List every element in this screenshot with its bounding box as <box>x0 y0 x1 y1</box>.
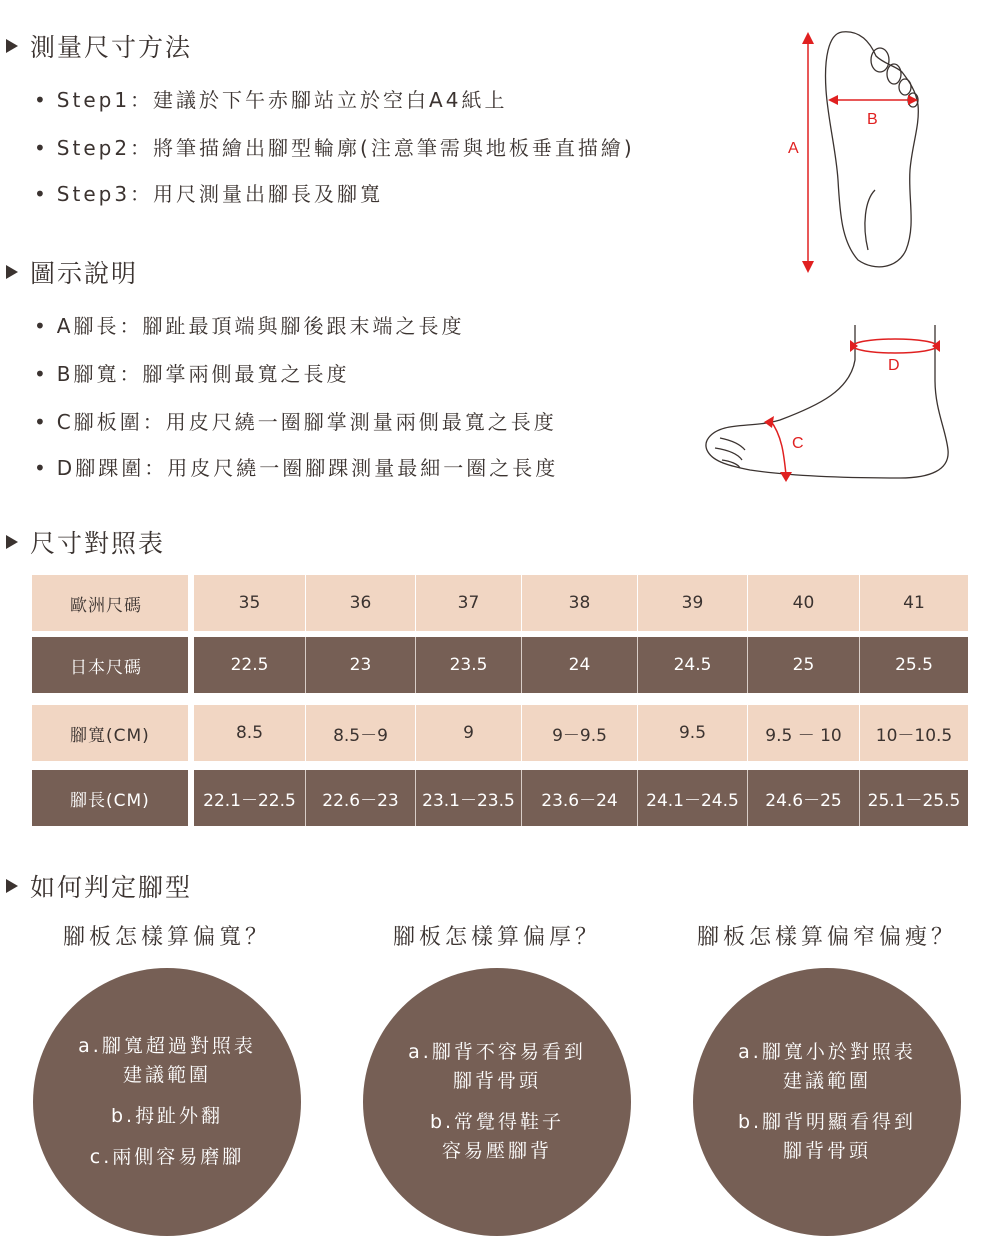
foot-type-point-line: 腳背骨頭 <box>452 1070 541 1092</box>
foot-type-point-line: a.腳寬小於對照表 <box>738 1041 916 1063</box>
foot-type-circle <box>363 968 631 1236</box>
table-row <box>32 705 968 761</box>
table-cell: 8.5 <box>235 723 264 743</box>
legend-item-a: • A腳長：腳趾最頂端與腳後跟末端之長度 <box>34 314 465 338</box>
step-3: • Step3：用尺測量出腳長及腳寬 <box>34 182 384 206</box>
table-cell: 41 <box>859 575 968 631</box>
legend-item-b: • B腳寬：腳掌兩側最寬之長度 <box>34 362 350 386</box>
triangle-bullet-icon <box>6 265 18 279</box>
foot-side-outline <box>706 325 948 478</box>
table-row <box>32 575 968 631</box>
triangle-bullet-icon <box>6 879 18 893</box>
table-cell: 9－9.5 <box>521 705 637 761</box>
table-cell: 9 <box>415 705 521 761</box>
triangle-bullet-icon <box>6 39 18 53</box>
row-header: 歐洲尺碼 <box>32 575 188 631</box>
table-cell: 37 <box>415 575 521 631</box>
foot-type-point <box>111 1102 223 1131</box>
table-cell: 39 <box>637 575 747 631</box>
table-cell: 9.5 － 10 <box>747 705 859 761</box>
measure-section-title <box>6 28 192 64</box>
table-cell: 10－10.5 <box>859 705 968 761</box>
foot-type-point <box>738 1108 916 1166</box>
table-cell: 25 <box>747 637 859 693</box>
row-header: 日本尺碼 <box>32 637 188 693</box>
table-cell: 36 <box>305 575 415 631</box>
foot-type-point-line: a.腳背不容易看到 <box>408 1041 586 1063</box>
table-row <box>32 770 968 826</box>
step-1: • Step1：建議於下午赤腳站立於空白A4紙上 <box>34 88 508 112</box>
step-2: • Step2：將筆描繪出腳型輪廓(注意筆需與地板垂直描繪) <box>34 136 635 160</box>
table-cell: 22.5 <box>230 655 269 675</box>
table-cell: 35 <box>238 593 261 613</box>
label-d: D <box>888 357 900 374</box>
foot-sole-diagram <box>780 20 940 280</box>
foot-type-point-line: 建議範圍 <box>782 1070 871 1092</box>
table-cell: 23.5 <box>415 637 521 693</box>
table-cell: 24.5 <box>637 637 747 693</box>
foot-type-question: 腳板怎樣算偏厚？ <box>392 925 601 950</box>
table-cell: 24 <box>521 637 637 693</box>
row-header: 腳長(CM) <box>32 770 188 826</box>
legend-section-title <box>6 254 138 290</box>
table-cell: 23.1－23.5 <box>415 770 521 826</box>
foot-type-point-line: a.腳寬超過對照表 <box>78 1035 256 1057</box>
foot-type-point <box>90 1143 245 1172</box>
table-cell: 9.5 <box>637 705 747 761</box>
table-cell: 8.5－9 <box>305 705 415 761</box>
foot-type-question: 腳板怎樣算偏窄偏瘦？ <box>696 925 957 950</box>
legend-item-c: • C腳板圍：用皮尺繞一圈腳掌測量兩側最寬之長度 <box>34 410 557 434</box>
foot-type-point-line: b.拇趾外翻 <box>110 1105 224 1127</box>
table-row <box>32 637 968 693</box>
toe-4 <box>899 79 911 95</box>
ring-d-arrow-left <box>850 340 858 352</box>
table-cell: 25.5 <box>859 637 968 693</box>
legend-title-text: 圖示說明 <box>30 259 139 288</box>
ring-c <box>770 420 786 475</box>
foot-type-circle <box>33 968 301 1236</box>
table-cell: 23 <box>305 637 415 693</box>
size-table-title-text: 尺寸對照表 <box>30 529 166 558</box>
row-header: 腳寬(CM) <box>32 705 188 761</box>
arch-line <box>865 190 875 250</box>
table-cell: 40 <box>747 575 859 631</box>
foot-type-point-line: 腳背骨頭 <box>782 1140 871 1162</box>
foot-type-question: 腳板怎樣算偏寬？ <box>62 925 271 950</box>
table-cell: 25.1－25.5 <box>859 770 968 826</box>
foot-type-point <box>408 1038 586 1096</box>
measure-title-text: 測量尺寸方法 <box>30 33 193 62</box>
table-cell: 22.1－22.5 <box>203 790 296 811</box>
foot-type-point-line: b.腳背明顯看得到 <box>737 1111 917 1133</box>
label-b: B <box>867 111 878 128</box>
toe-line-1 <box>720 438 745 450</box>
ring-c-arrow-bottom <box>780 472 792 482</box>
foot-type-point-line: 建議範圍 <box>122 1064 211 1086</box>
table-cell: 24.1－24.5 <box>637 770 747 826</box>
table-cell: 23.6－24 <box>521 770 637 826</box>
arrow-a <box>802 32 814 273</box>
foot-type-point <box>78 1032 256 1090</box>
ring-d-arrow-right <box>932 340 940 352</box>
size-table-section-title <box>6 524 165 560</box>
foot-type-section-title <box>6 868 192 904</box>
table-cell: 22.6－23 <box>305 770 415 826</box>
ring-d <box>853 339 937 353</box>
foot-type-point-line: b.常覺得鞋子 <box>429 1111 565 1133</box>
label-c: C <box>792 435 804 452</box>
foot-type-circle <box>693 968 961 1236</box>
foot-type-point-line: 容易壓腳背 <box>441 1140 552 1162</box>
toe-line-2 <box>715 448 742 460</box>
foot-sole-outline <box>826 32 919 267</box>
label-a: A <box>788 140 799 157</box>
table-cell: 24.6－25 <box>747 770 859 826</box>
foot-type-point <box>738 1038 916 1096</box>
arrow-b <box>828 95 918 105</box>
legend-item-d: • D腳踝圍：用皮尺繞一圈腳踝測量最細一圈之長度 <box>34 456 559 480</box>
table-cell: 38 <box>521 575 637 631</box>
triangle-bullet-icon <box>6 535 18 549</box>
foot-type-point <box>430 1108 564 1166</box>
foot-type-point-line: c.兩側容易磨腳 <box>89 1146 245 1168</box>
foot-side-diagram <box>700 320 960 490</box>
ring-c-arrow-top <box>764 416 774 428</box>
foot-type-title-text: 如何判定腳型 <box>30 873 193 902</box>
